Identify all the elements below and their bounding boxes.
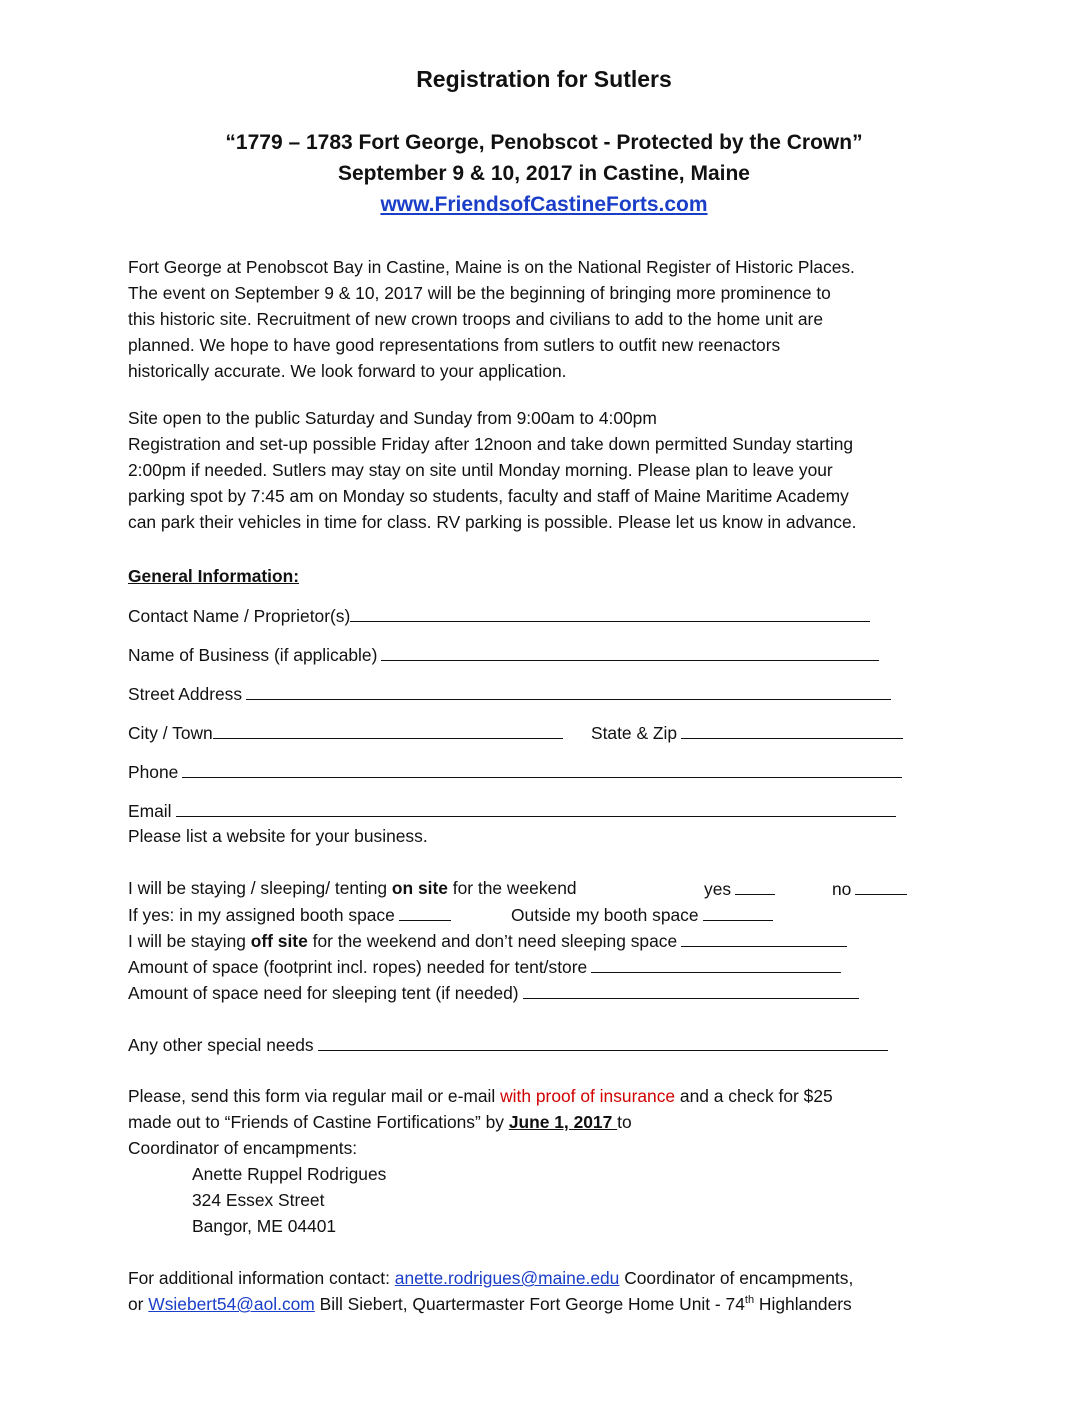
street-label: Street Address xyxy=(128,684,243,704)
send-line-2 xyxy=(128,1112,632,1133)
event-title: “1779 – 1783 Fort George, Penobscot - Protected by the Crown” xyxy=(225,131,863,154)
booth-space-field[interactable] xyxy=(399,904,451,921)
footer-text: Bill Siebert, Quartermaster Fort George Home Unit - 74 xyxy=(314,1294,745,1314)
sleep-space-field[interactable] xyxy=(523,982,859,999)
onsite-emphasis: on site xyxy=(391,878,448,898)
tent-space-field[interactable] xyxy=(591,956,841,973)
intro-line: The event on September 9 & 10, 2017 will be the beginning of bringing more prominence to xyxy=(128,283,831,303)
offsite-row xyxy=(128,930,847,952)
address-street: 324 Essex Street xyxy=(192,1190,325,1210)
special-needs-field[interactable] xyxy=(318,1034,888,1051)
event-date: September 9 & 10, 2017 in Castine, Maine xyxy=(337,162,750,185)
intro-line: this historic site. Recruitment of new crown troops and civilians to add to the home unit are xyxy=(128,309,823,329)
intro-line: planned. We hope to have good representations from sutlers to outfit new reenactors xyxy=(128,335,781,355)
phone-label: Phone xyxy=(128,762,179,782)
email-link-siebert[interactable]: Wsiebert54@aol.com xyxy=(148,1294,315,1314)
onsite-yes xyxy=(704,878,775,900)
onsite-row xyxy=(128,878,577,899)
send-text-end: to xyxy=(617,1112,632,1132)
send-line-1 xyxy=(128,1086,833,1107)
deadline-date: June 1, 2017 xyxy=(508,1112,618,1132)
state-zip-field[interactable] xyxy=(681,722,903,739)
onsite-text-end: for the weekend xyxy=(447,878,577,898)
business-row xyxy=(128,644,879,666)
schedule-line: 2:00pm if needed. Sutlers may stay on site until Monday morning. Please plan to leave your xyxy=(128,460,833,480)
intro-paragraph xyxy=(128,254,958,384)
outside-field[interactable] xyxy=(703,904,773,921)
onsite-no xyxy=(832,878,907,900)
no-label: no xyxy=(832,879,852,899)
street-row xyxy=(128,683,891,705)
schedule-line: Registration and set-up possible Friday after 12noon and take down permitted Sunday starting xyxy=(128,434,854,454)
city-row xyxy=(128,722,563,744)
footer-text: For additional information contact: xyxy=(128,1268,395,1288)
offsite-text: I will be staying xyxy=(128,931,251,951)
state-zip-row xyxy=(591,722,903,744)
intro-line: historically accurate. We look forward to your application. xyxy=(128,361,567,381)
business-field[interactable] xyxy=(381,644,879,661)
yes-field[interactable] xyxy=(735,878,775,895)
contact-name-row xyxy=(128,605,870,627)
coordinator-label: Coordinator of encampments: xyxy=(128,1138,358,1158)
city-field[interactable] xyxy=(213,722,563,739)
email-link-rodrigues[interactable]: anette.rodrigues@maine.edu xyxy=(394,1268,620,1288)
sleep-space-label: Amount of space need for sleeping tent (if needed) xyxy=(128,983,519,1003)
phone-field[interactable] xyxy=(182,761,902,778)
general-info-heading: General Information: xyxy=(128,566,300,586)
ordinal-suffix: th xyxy=(744,1294,755,1307)
outside-label: Outside my booth space xyxy=(511,905,699,925)
street-field[interactable] xyxy=(246,683,891,700)
offsite-field[interactable] xyxy=(681,930,847,947)
onsite-text: I will be staying / sleeping/ tenting xyxy=(128,878,392,898)
footer-line-1 xyxy=(128,1268,853,1289)
send-text-end: and a check for $25 xyxy=(675,1086,833,1106)
ifyes-row xyxy=(128,904,451,926)
website-note: Please list a website for your business. xyxy=(128,826,428,846)
offsite-emphasis: off site xyxy=(250,931,308,951)
yes-label: yes xyxy=(704,879,732,899)
address-city: Bangor, ME 04401 xyxy=(192,1216,337,1236)
insurance-emphasis: with proof of insurance xyxy=(500,1086,676,1106)
footer-text: or xyxy=(128,1294,149,1314)
tent-space-row xyxy=(128,956,841,978)
offsite-text-end: for the weekend and don’t need sleeping space xyxy=(307,931,678,951)
business-label: Name of Business (if applicable) xyxy=(128,645,378,665)
footer-text: Coordinator of encampments, xyxy=(619,1268,854,1288)
phone-row xyxy=(128,761,902,783)
footer-text: Highlanders xyxy=(754,1294,852,1314)
schedule-line: parking spot by 7:45 am on Monday so students, faculty and staff of Maine Maritime Academy xyxy=(128,486,849,506)
outside-row xyxy=(511,904,773,926)
special-needs-label: Any other special needs xyxy=(128,1035,314,1055)
tent-space-label: Amount of space (footprint incl. ropes) needed for tent/store xyxy=(128,957,588,977)
contact-name-field[interactable] xyxy=(350,605,870,622)
no-field[interactable] xyxy=(855,878,907,895)
schedule-line: Site open to the public Saturday and Sunday from 9:00am to 4:00pm xyxy=(128,408,657,428)
footer-line-2 xyxy=(128,1294,852,1315)
send-text: Please, send this form via regular mail or e-mail xyxy=(128,1086,501,1106)
city-label: City / Town xyxy=(128,723,213,743)
website-link[interactable]: www.FriendsofCastineForts.com xyxy=(380,193,708,216)
contact-name-label: Contact Name / Proprietor(s) xyxy=(128,606,351,626)
schedule-line: can park their vehicles in time for class. RV parking is possible. Please let us know in advance. xyxy=(128,512,857,532)
send-text: made out to “Friends of Castine Fortifications” by xyxy=(128,1112,509,1132)
state-zip-label: State & Zip xyxy=(591,723,678,743)
intro-line: Fort George at Penobscot Bay in Castine, Maine is on the National Register of Historic Places. xyxy=(128,257,855,277)
special-needs-row xyxy=(128,1034,888,1056)
sleep-space-row xyxy=(128,982,859,1004)
email-row xyxy=(128,800,896,822)
address-name: Anette Ruppel Rodrigues xyxy=(192,1164,387,1184)
ifyes-label: If yes: in my assigned booth space xyxy=(128,905,395,925)
page-title: Registration for Sutlers xyxy=(416,66,672,92)
email-field[interactable] xyxy=(176,800,896,817)
email-label: Email xyxy=(128,801,172,821)
schedule-paragraph xyxy=(128,405,958,535)
website-link-row xyxy=(0,193,1088,217)
